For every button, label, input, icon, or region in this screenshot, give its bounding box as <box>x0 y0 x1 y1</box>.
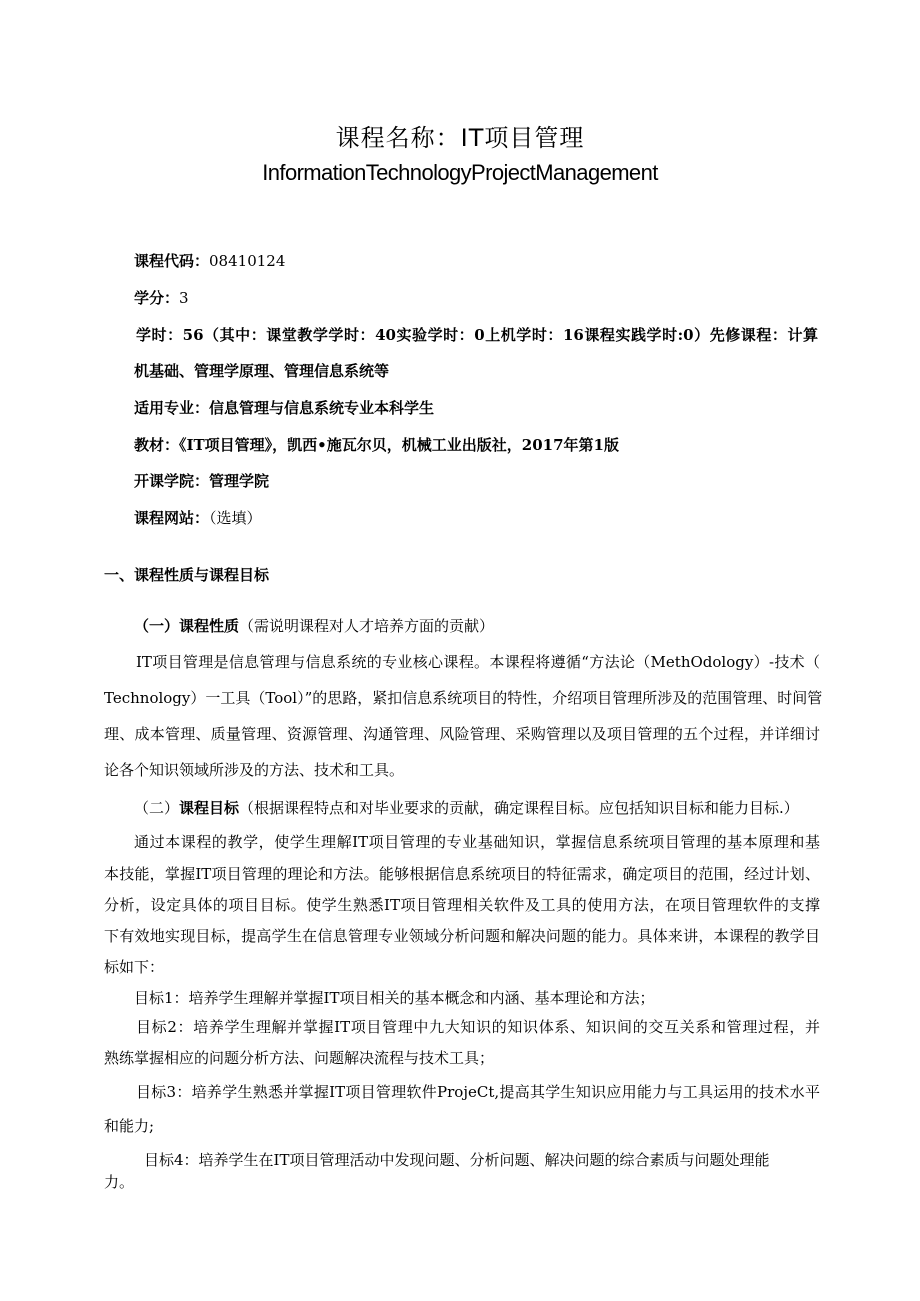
nature-line-2: Technology）一工具（Tool）”的思路，紧扣信息系统项目的特性，介绍项目管理所涉及的范围管理、时间管 <box>104 689 823 707</box>
course-code-label: 课程代码： <box>134 252 210 270</box>
nature-line-3: 理、成本管理、质量管理、资源管理、沟通管理、风险管理、采购管理以及项目管理的五个过程，并详细讨 <box>104 725 820 743</box>
nature-note: （需说明课程对人才培养方面的贡献） <box>239 617 495 635</box>
course-title-en: InformationTechnologyProjectManagement <box>262 160 658 185</box>
goal-line-3: 分析，设定具体的项目目标。使学生熟悉IT项目管理相关软件及工具的使用方法，在项目管理软件的支撑 <box>104 896 820 914</box>
goal-line-2: 本技能，掌握IT项目管理的理论和方法。能够根据信息系统项目的特征需求，确定项目的范围，经过计划、 <box>104 865 820 883</box>
course-hours-line1: 学时：56（其中：课堂教学学时：40实验学时：0上机学时：16课程实践学时:0）先修课程：计算 <box>136 326 818 344</box>
course-major: 适用专业：信息管理与信息系统专业本科学生 <box>134 399 435 417</box>
course-credit-label: 学分： <box>134 289 180 307</box>
course-title-cn: 课程名称：IT项目管理 <box>335 124 585 152</box>
course-code <box>134 250 285 271</box>
target-2-line-2: 熟练掌握相应的问题分析方法、问题解决流程与技术工具； <box>104 1049 495 1067</box>
goal-subheading <box>134 797 799 818</box>
goal-line-1: 通过本课程的教学，使学生理解IT项目管理的专业基础知识，掌握信息系统项目管理的基本原理和基 <box>134 833 820 851</box>
target-3-line-1: 目标3：培养学生熟悉并掌握IT项目管理软件ProjeCt,提高其学生知识应用能力与工具运用的技术水平 <box>136 1083 820 1101</box>
target-2-line-1: 目标2：培养学生理解并掌握IT项目管理中九大知识的知识体系、知识间的交互关系和管理过程，并 <box>136 1018 820 1036</box>
course-hours-line2: 机基础、管理学原理、管理信息系统等 <box>134 362 390 380</box>
nature-line-4: 论各个知识领域所涉及的方法、技术和工具。 <box>104 761 405 779</box>
nature-heading: （一）课程性质 <box>134 617 240 635</box>
goal-line-4: 下有效地实现目标，提高学生在信息管理专业领域分析问题和解决问题的能力。具体来讲，本课程的教学目 <box>104 927 820 945</box>
target-1: 目标1：培养学生理解并掌握IT项目相关的基本概念和内涵、基本理论和方法； <box>134 989 655 1007</box>
section-heading: 一、课程性质与课程目标 <box>104 566 270 584</box>
course-credit-value: 3 <box>179 289 189 307</box>
goal-prefix: （二） <box>134 799 180 817</box>
course-credit <box>134 287 189 308</box>
course-college: 开课学院：管理学院 <box>134 472 270 490</box>
target-4-line-1: 目标4：培养学生在IT项目管理活动中发现问题、分析问题、解决问题的综合素质与问题处理能 <box>144 1151 770 1169</box>
course-website-label: 课程网站： <box>134 509 210 527</box>
goal-line-5: 标如下： <box>104 958 165 976</box>
course-website <box>134 507 262 528</box>
goal-note: （根据课程特点和对毕业要求的贡献，确定课程目标。应包括知识目标和能力目标.） <box>239 799 799 817</box>
course-code-value: 08410124 <box>209 252 286 270</box>
course-textbook: 教材：《IT项目管理》，凯西•施瓦尔贝，机械工业出版社，2017年第1版 <box>134 436 619 454</box>
target-4-line-2: 力。 <box>104 1173 135 1191</box>
target-3-line-2: 和能力; <box>104 1117 155 1135</box>
nature-subheading <box>134 615 494 636</box>
goal-heading: 课程目标 <box>179 799 240 817</box>
nature-line-1: IT项目管理是信息管理与信息系统的专业核心课程。本课程将遵循“方法论（MethOdology）-技术（ <box>136 653 820 671</box>
course-website-value: （选填） <box>209 509 262 527</box>
